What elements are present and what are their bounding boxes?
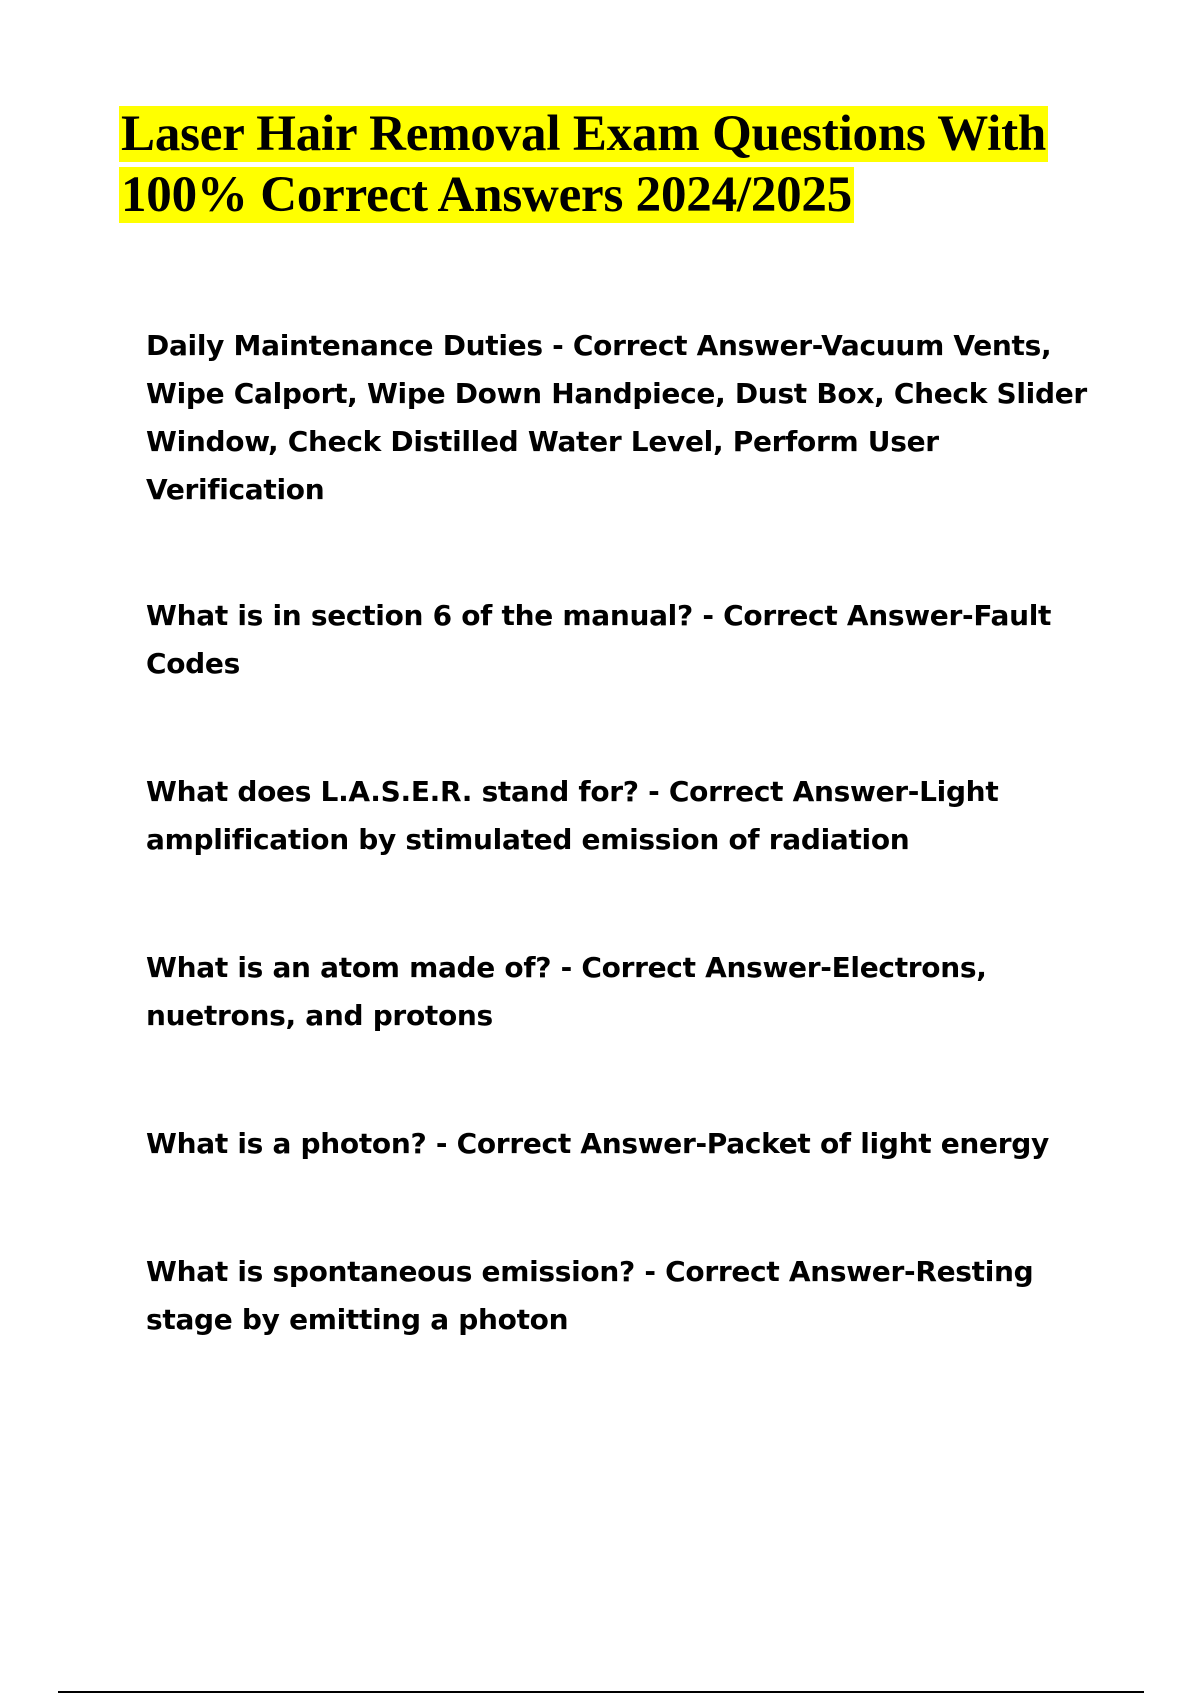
title-line-2: 100% Correct Answers 2024/2025	[121, 167, 853, 223]
qa-item-laser-acronym: What does L.A.S.E.R. stand for? - Correct Answer-Light amplification by stimulated emission of radiation	[146, 775, 999, 856]
page-title	[119, 104, 1159, 226]
qa-item-daily-maintenance: Daily Maintenance Duties - Correct Answer-Vacuum Vents, Wipe Calport, Wipe Down Handpiece, Dust Box, Check Slider Window, Check Distilled Water Level, Perform User Verification	[146, 329, 1087, 506]
qa-item-manual-section-6: What is in section 6 of the manual? - Correct Answer-Fault Codes	[146, 599, 1052, 680]
qa-item-spontaneous-emission: What is spontaneous emission? - Correct Answer-Resting stage by emitting a photon	[146, 1255, 1034, 1336]
title-line-1: Laser Hair Removal Exam Questions With	[121, 106, 1047, 162]
footer-divider	[58, 1691, 1144, 1693]
qa-item-photon: What is a photon? - Correct Answer-Packet of light energy	[146, 1127, 1049, 1160]
qa-item-atom: What is an atom made of? - Correct Answer-Electrons, nuetrons, and protons	[146, 951, 987, 1032]
